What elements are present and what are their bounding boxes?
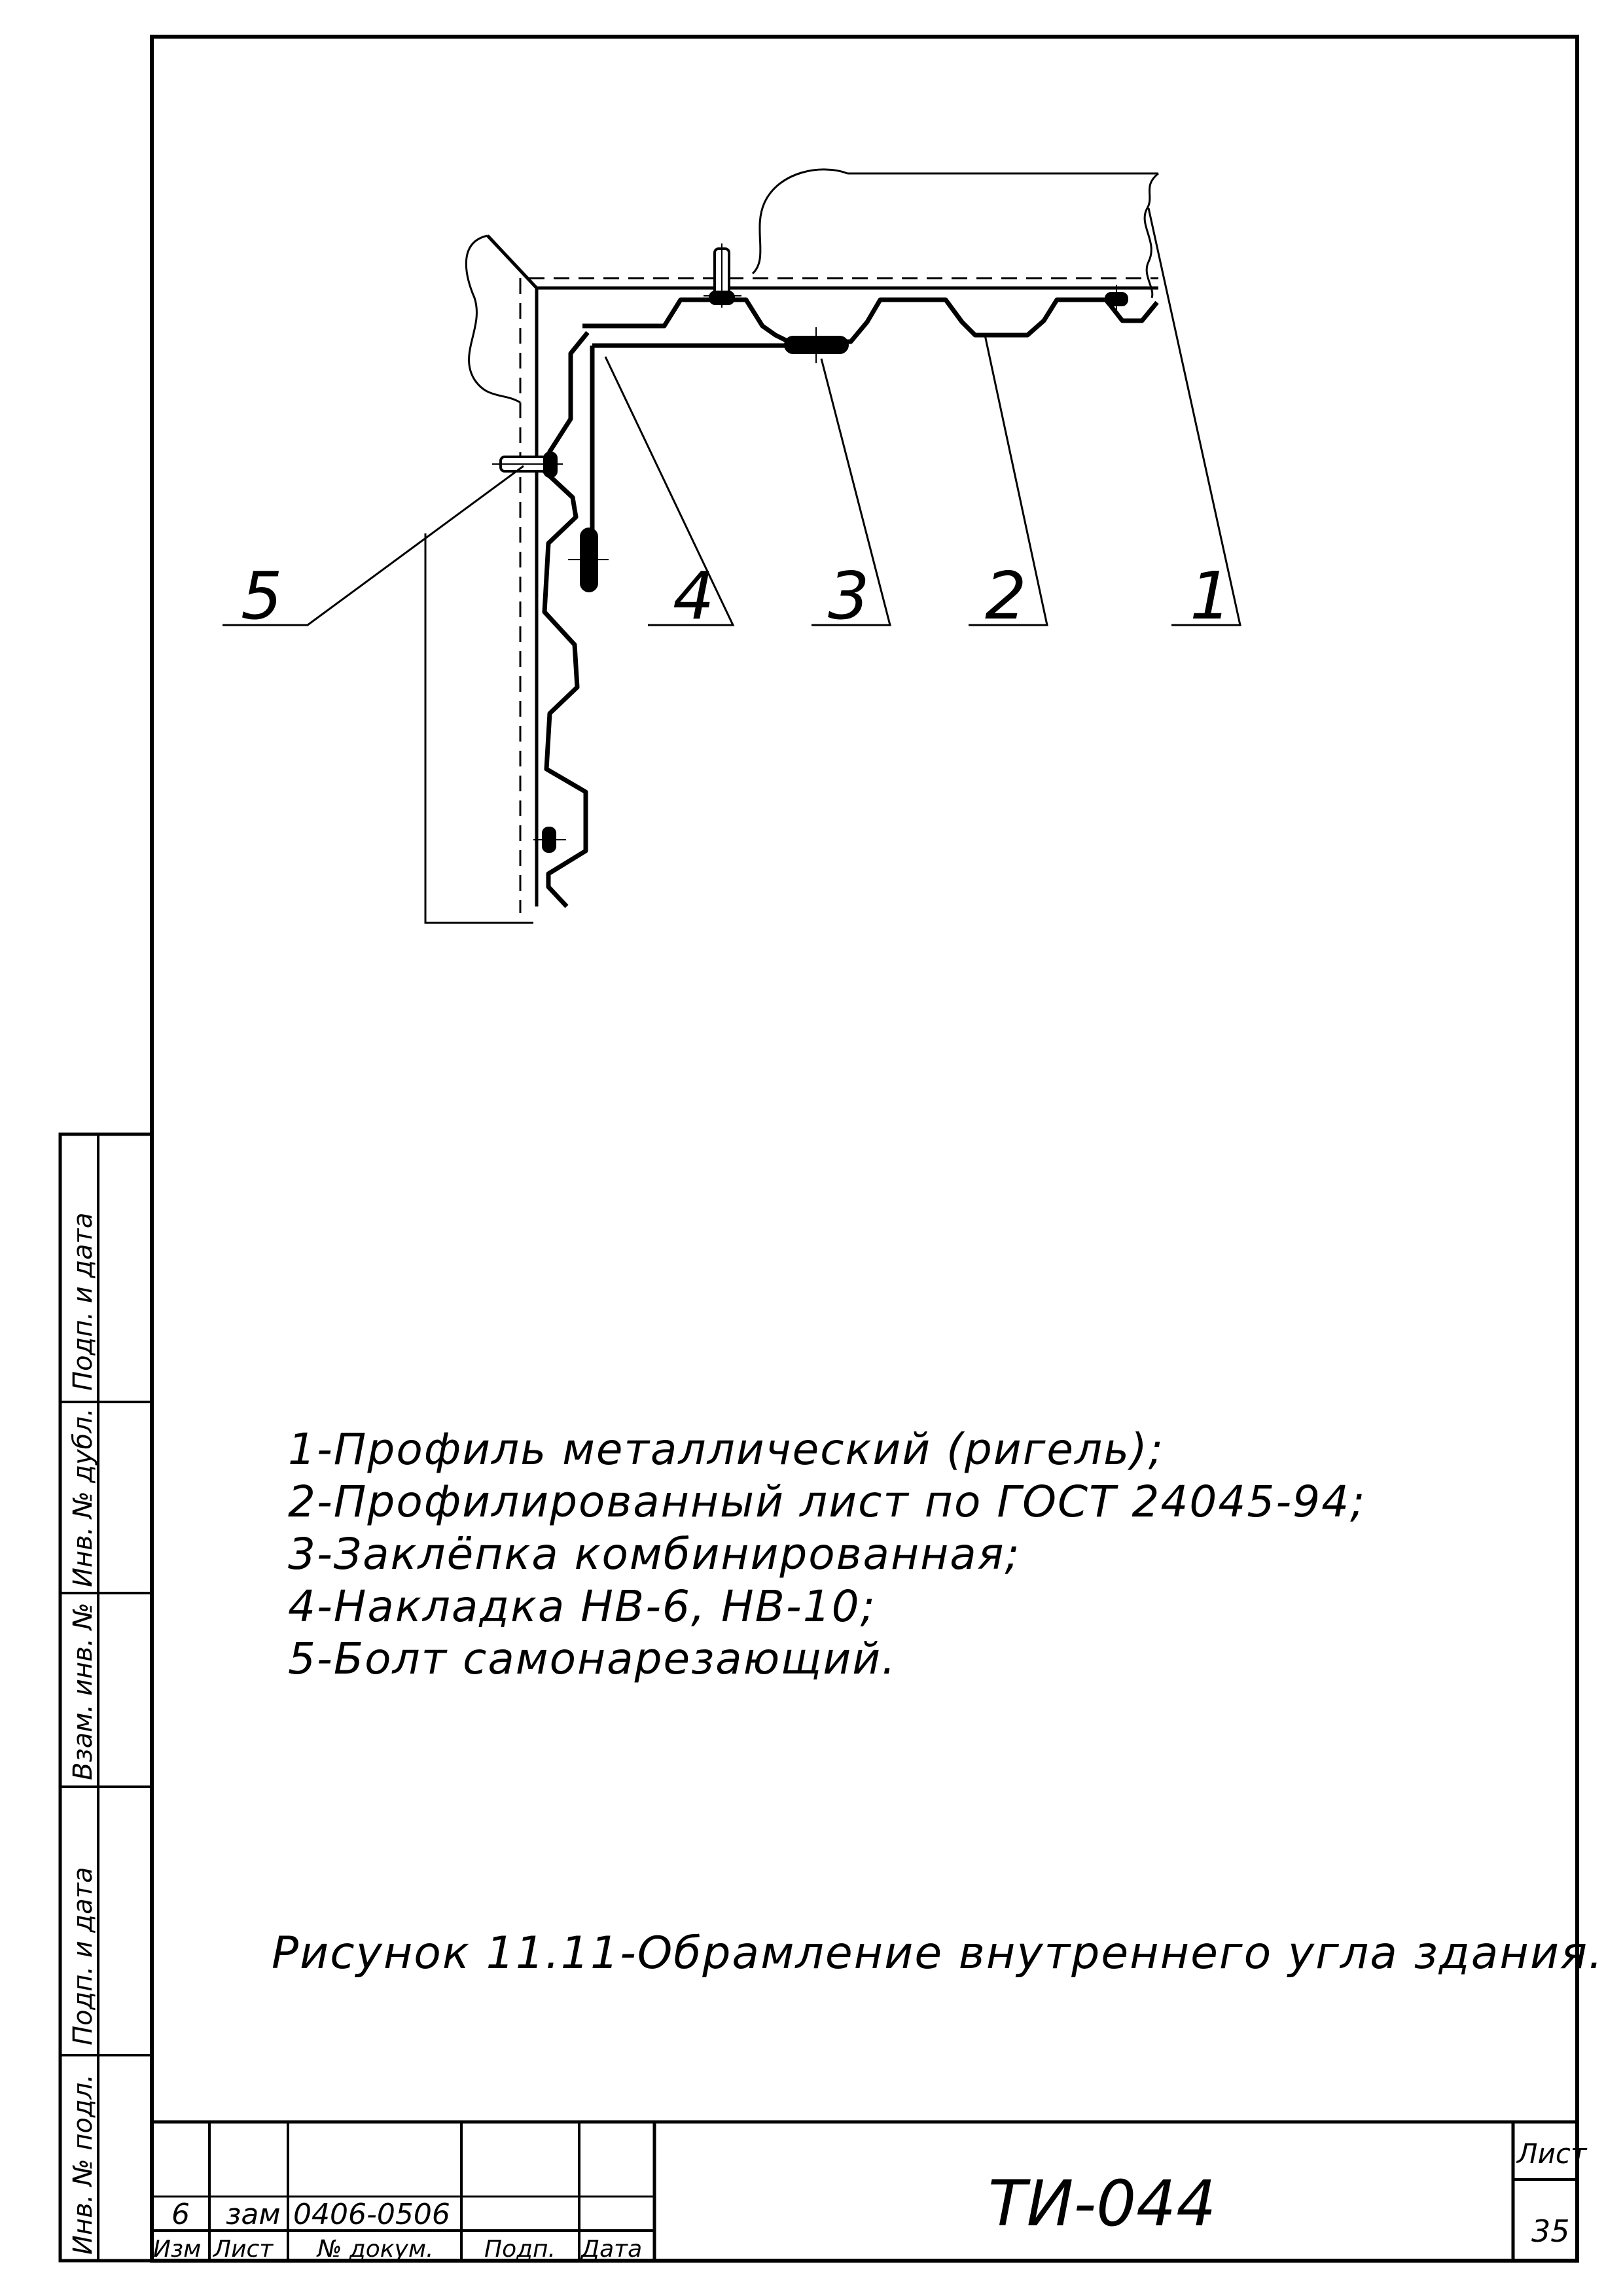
title-block-text	[153, 2138, 1588, 2263]
callout-5: 5	[241, 558, 283, 634]
figure-caption: Рисунок 11.11-Обрамление внутреннего угла здания.	[272, 1928, 1604, 1979]
side-stamp-text	[68, 1213, 98, 2255]
callout-numbers	[241, 558, 1232, 634]
callout-4: 4	[673, 558, 715, 634]
parts-legend	[288, 1424, 1366, 1685]
sheet-number: 35	[1531, 2214, 1570, 2249]
legend-item: 1-Профиль металлический (ригель);	[288, 1424, 1165, 1475]
profiled-sheet-vertical	[544, 332, 588, 906]
leader-lines	[223, 208, 1240, 625]
callout-1: 1	[1190, 558, 1232, 634]
revision-number: 6	[171, 2198, 190, 2231]
profiled-sheet-horizontal	[582, 300, 1157, 342]
legend-item: 4-Накладка НВ-6, НВ-10;	[288, 1581, 876, 1632]
sheet-label: Лист	[1517, 2138, 1587, 2170]
side-stamp-label: Взам. инв. №	[68, 1602, 98, 1780]
legend-item: 5-Болт самонарезающий.	[288, 1634, 897, 1684]
legend-item: 3-Заклёпка комбинированная;	[288, 1529, 1021, 1579]
revision-document: 0406-0506	[293, 2198, 450, 2231]
side-stamp-label: Инв. № дубл.	[68, 1408, 98, 1587]
header-list: Лист	[213, 2236, 274, 2263]
side-stamp-label: Подп. и дата	[68, 1212, 98, 1391]
header-sign: Подп.	[484, 2236, 556, 2263]
header-izm: Изм	[153, 2236, 202, 2263]
document-designation: ТИ-044	[988, 2167, 1217, 2240]
callout-3: 3	[828, 558, 870, 634]
header-doc: № докум.	[317, 2236, 434, 2263]
header-date: Дата	[581, 2236, 643, 2263]
side-stamp-label: Подп. и дата	[68, 1867, 98, 2045]
revision-sheet: зам	[226, 2198, 281, 2231]
legend-item: 2-Профилированный лист по ГОСТ 24045-94;	[288, 1477, 1366, 1527]
side-stamp-label: Инв. № подл.	[68, 2074, 98, 2255]
callout-2: 2	[985, 558, 1027, 634]
